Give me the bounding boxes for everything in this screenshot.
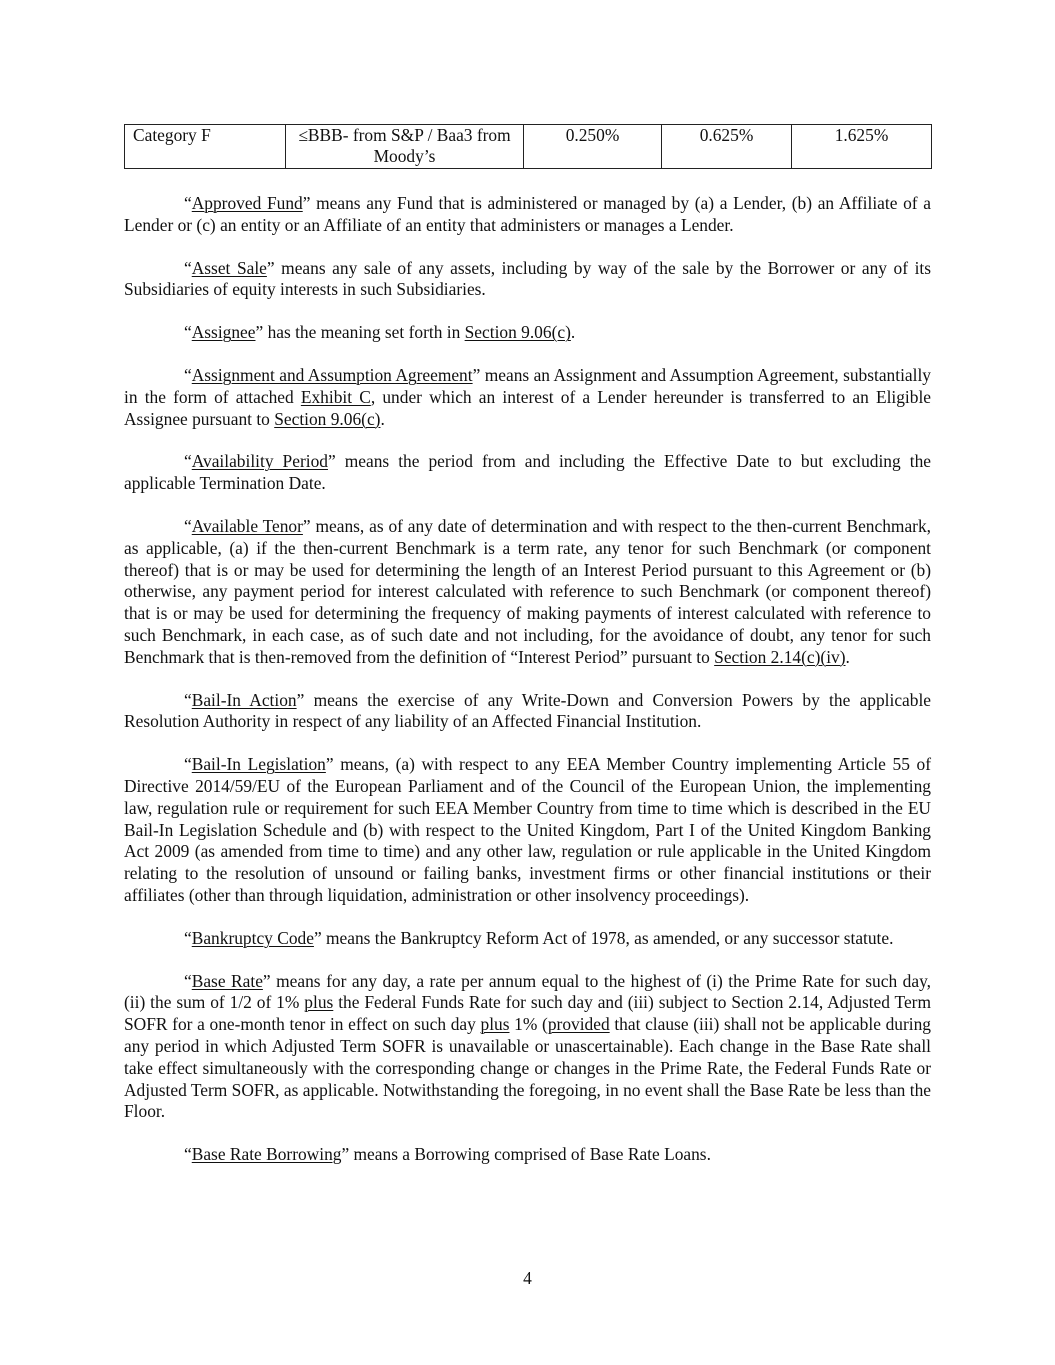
pricing-grid-table [124, 124, 932, 169]
definition-text: that clause (iii) shall not be applicable during any period in which Adjusted Term SOFR is unavailable or unascertainable). Each change in the Base Rate shall take effect simultaneously with the corresponding change or changes in the Prime Rate, the Federal Funds Rate or Adjusted Term SOFR, as applicable. Notwithstanding the foregoing, in no event shall the Base Rate be less than the Floor. [124, 1014, 932, 1122]
definition-text: ” means a Borrowing comprised of Base Rate Loans. [341, 1144, 711, 1165]
definition-text: ” means for any day, a rate per annum equal to the highest of (i) the Prime Rate for such day, (ii) the sum of 1/2 of 1% [124, 970, 931, 1013]
definition-bail-in-legislation [124, 754, 931, 907]
page-number: 4 [523, 1268, 532, 1288]
definition-text: 1% ( [509, 1014, 548, 1035]
definition-bail-in-action [124, 690, 931, 734]
definition-text: ” means, as of any date of determination and with respect to the then-current Benchmark, as applicable, (a) if the then-current Benchmark is a term rate, any tenor for such Benchmark (or component thereof) that is or may be used for determining the length of an Interest Period pursuant to this Agreement or (b) otherwise, any payment period for interest calculated with reference to such Benchmark (or component thereof) that is or may be used for determining the frequency of making payments of interest calculated with reference to such Benchmark, in each case, as of such date and not including, for the avoidance of doubt, any tenor for such Benchmark that is then-removed from the definition of “Interest Period” pursuant to [124, 515, 931, 667]
term-bail-in-action: Bail-In Action [191, 689, 297, 710]
definition-approved-fund [124, 193, 931, 237]
definitions-body [124, 193, 931, 1187]
definition-base-rate [124, 971, 931, 1124]
category-cell: Category F [125, 125, 286, 169]
open-quote: “ [184, 927, 192, 948]
rate-cell-1: 0.250% [524, 125, 662, 169]
definition-text: ” means the period from and including the Effective Date to but excluding the applicable Termination Date. [124, 451, 931, 494]
definition-text: . [845, 646, 850, 667]
definition-text: ” means the exercise of any Write-Down and Conversion Powers by the applicable Resolution Authority in respect of any liability of an Affected Financial Institution. [124, 689, 932, 732]
term-base-rate: Base Rate [191, 970, 263, 991]
rate-cell-2: 0.625% [662, 125, 792, 169]
open-quote: “ [184, 193, 192, 213]
table-row-category-f [125, 125, 932, 169]
definition-text: ” has the meaning set forth in [255, 322, 465, 343]
open-quote: “ [184, 515, 192, 536]
term-available-tenor: Available Tenor [191, 515, 303, 536]
definition-bankruptcy-code [124, 928, 931, 950]
definition-assignment-agreement [124, 365, 931, 430]
definition-text: ” means, (a) with respect to any EEA Member Country implementing Article 55 of Directive 2014/59/EU of the European Parliament and of the Council of the European Union, the implementing law, regulation rule or requirement for such EEA Member Country from time to time which is described in the EU Bail-In Legislation Schedule and (b) with respect to the United Kingdom, Part I of the United Kingdom Banking Act 2009 (as amended from time to time) and any other law, regulation or rule applicable in the United Kingdom relating to the resolution of unsound or failing banks, investment firms or other financial institutions or their affiliates (other than through liquidation, administration or other insolvency proceedings). [124, 754, 931, 905]
open-quote: “ [184, 322, 192, 343]
provided-term: provided [547, 1014, 610, 1035]
term-availability-period: Availability Period [191, 451, 328, 472]
rate-cell-3: 1.625% [792, 125, 932, 169]
exhibit-reference: Exhibit C [300, 386, 371, 407]
open-quote: “ [184, 451, 192, 472]
open-quote: “ [184, 689, 192, 710]
definition-text: ” means any Fund that is administered or managed by (a) a Lender, (b) an Affiliate of a Lender or (c) an entity or an Affiliate of an entity that administers or manages a Lender. [124, 193, 932, 235]
section-reference: Section 9.06(c) [274, 408, 381, 429]
term-assignee: Assignee [191, 322, 256, 343]
section-reference: Section 9.06(c) [464, 322, 571, 343]
definition-text: ” means the Bankruptcy Reform Act of 1978, as amended, or any successor statute. [313, 927, 894, 948]
definition-assignee [124, 322, 931, 344]
term-approved-fund: Approved Fund [191, 193, 303, 213]
definition-text: . [570, 322, 576, 343]
open-quote: “ [184, 1144, 192, 1165]
definition-text: ” means any sale of any assets, including by way of the sale by the Borrower or any of its Subsidiaries of equity interests in such Subsidiaries. [124, 257, 932, 300]
plus-term: plus [304, 992, 334, 1013]
term-bankruptcy-code: Bankruptcy Code [191, 927, 314, 948]
definition-asset-sale [124, 258, 931, 302]
term-asset-sale: Asset Sale [191, 257, 267, 278]
definition-availability-period [124, 451, 931, 495]
definition-text: the Federal Funds Rate for such day and (iii) subject to Section 2.14, Adjusted Term SOFR for a one-month tenor in effect on such day [124, 992, 932, 1035]
term-assignment-agreement: Assignment and Assumption Agreement [191, 364, 473, 385]
term-base-rate-borrowing: Base Rate Borrowing [191, 1144, 342, 1165]
open-quote: “ [184, 364, 192, 385]
definition-base-rate-borrowing [124, 1144, 931, 1166]
definition-available-tenor [124, 516, 931, 669]
definition-text: ” means an Assignment and Assumption Agreement, substantially in the form of attached [124, 364, 931, 407]
definition-text: , under which an interest of a Lender hereunder is transferred to an Eligible Assignee pursuant to [124, 386, 931, 429]
plus-term: plus [480, 1014, 510, 1035]
section-reference: Section 2.14(c)(iv) [714, 646, 846, 667]
open-quote: “ [184, 754, 192, 775]
term-bail-in-legislation: Bail-In Legislation [191, 754, 326, 775]
rating-cell: ≤BBB- from S&P / Baa3 from Moody’s [286, 125, 524, 169]
open-quote: “ [184, 970, 192, 991]
definition-text: . [380, 408, 385, 429]
open-quote: “ [184, 257, 192, 278]
